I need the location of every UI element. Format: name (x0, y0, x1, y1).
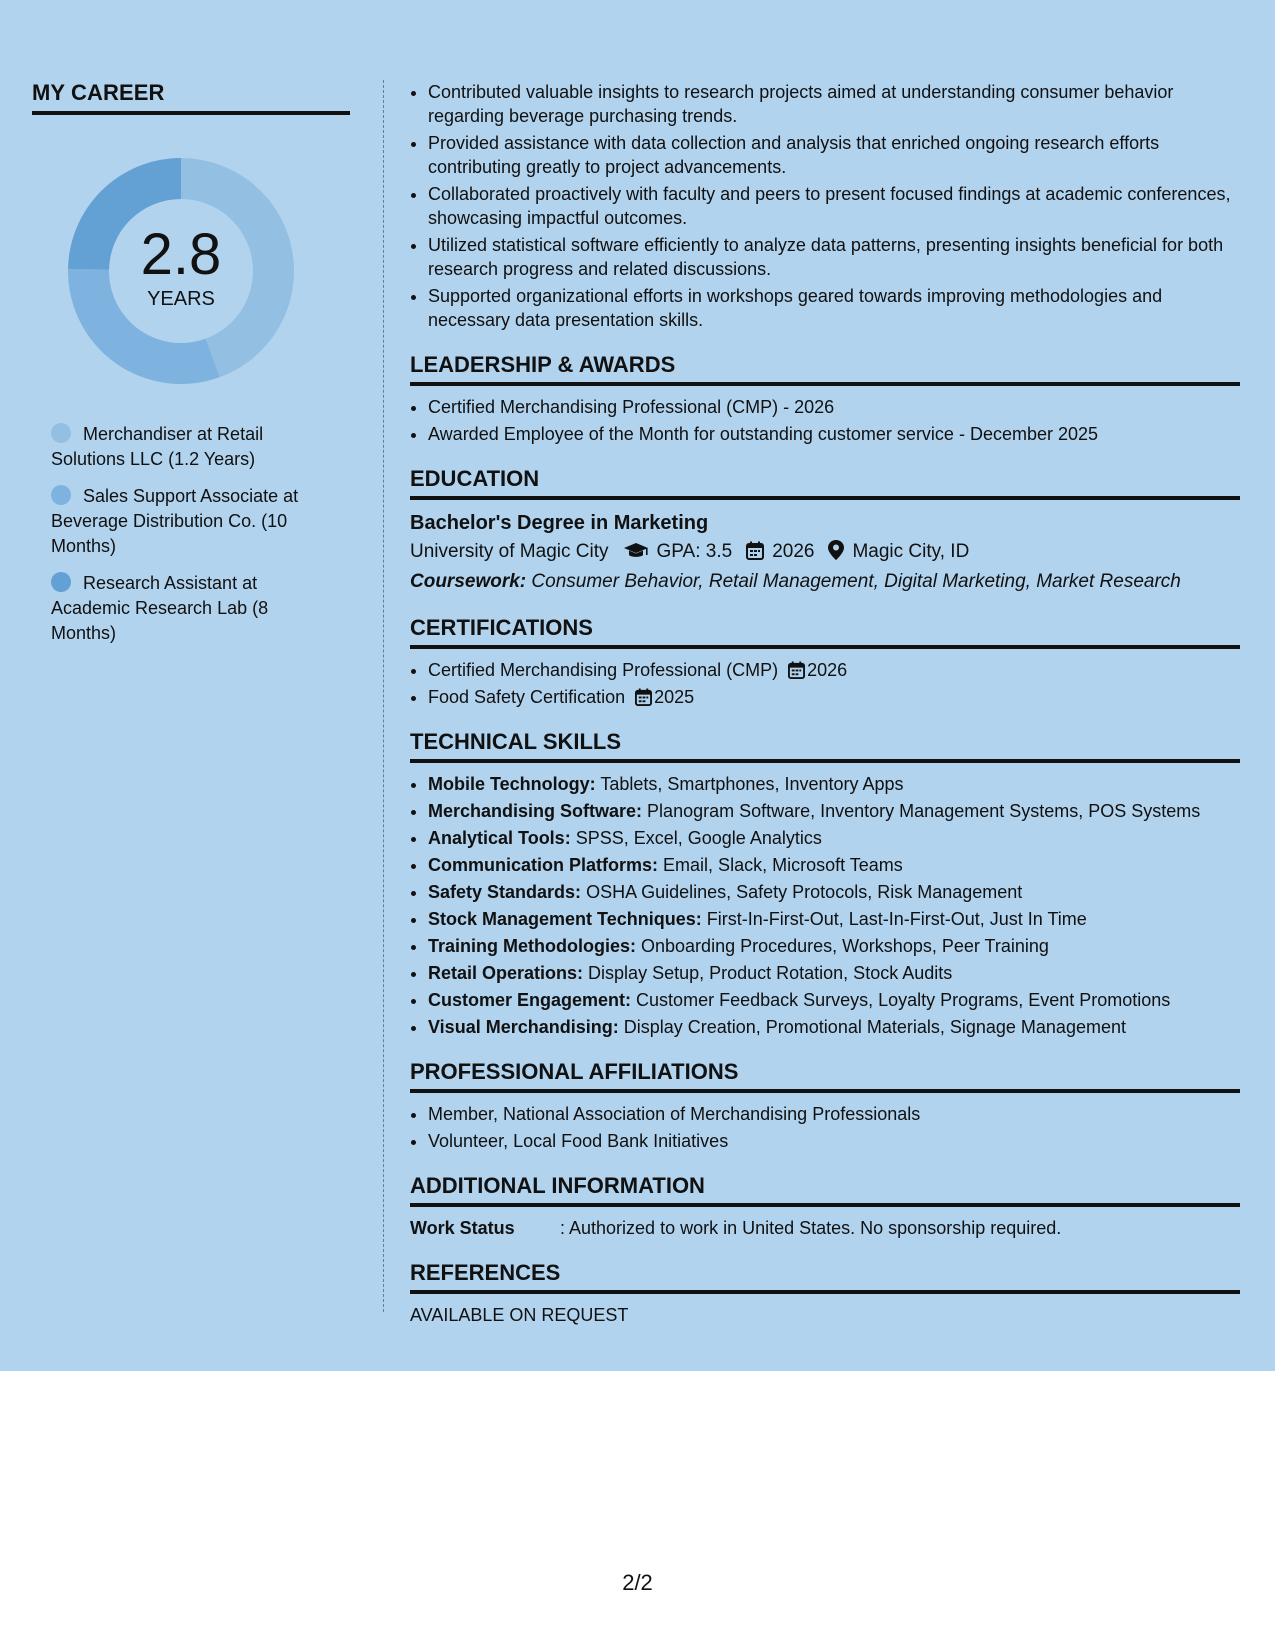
skill-value: Planogram Software, Inventory Management Systems, POS Systems (647, 801, 1201, 821)
calendar-icon (635, 688, 652, 706)
skill-value: SPSS, Excel, Google Analytics (575, 828, 822, 848)
education-gpa: GPA: 3.5 (656, 541, 733, 562)
skill-label: Customer Engagement: (428, 990, 632, 1010)
legend-item (51, 484, 319, 559)
skill-item (428, 1015, 1240, 1039)
certification-item (428, 658, 1240, 682)
skill-value: Onboarding Procedures, Workshops, Peer Training (641, 936, 1049, 956)
career-years-unit: YEARS (147, 288, 215, 310)
legend-label: Merchandiser at Retail Solutions LLC (1.2 Years) (51, 424, 264, 469)
experience-bullet: • Utilized statistical software efficiently to analyze data patterns, presenting insights beneficial for both research progress and related discussions. (428, 233, 1240, 281)
skill-item (428, 907, 1240, 931)
work-status-row (410, 1216, 1240, 1240)
legend-dot-1 (51, 485, 71, 505)
career-donut-chart (66, 156, 296, 386)
certification-item (428, 685, 1240, 709)
legend-label: Sales Support Associate at Beverage Distribution Co. (10 Months) (51, 486, 299, 556)
skill-item (428, 799, 1240, 823)
education-year: 2026 (772, 541, 815, 562)
career-legend (51, 422, 319, 646)
certification-year: 2025 (654, 687, 695, 707)
legend-dot-2 (51, 572, 71, 592)
skill-label: Training Methodologies: (428, 936, 636, 956)
work-status-label: Work Status (410, 1218, 515, 1238)
skill-label: Communication Platforms: (428, 855, 659, 875)
references-text: AVAILABLE ON REQUEST (410, 1305, 629, 1325)
education-title: EDUCATION (410, 466, 1240, 500)
skill-label: Merchandising Software: (428, 801, 643, 821)
skill-item (428, 988, 1240, 1012)
career-total-years: 2.8 (140, 222, 222, 287)
legend-label: Research Assistant at Academic Research Lab (8 Months) (51, 573, 269, 643)
certifications-title: CERTIFICATIONS (410, 615, 1240, 649)
leadership-list (410, 395, 1240, 446)
legend-item (51, 422, 319, 472)
skill-value: Display Creation, Promotional Materials, Signage Management (623, 1017, 1126, 1037)
affiliation-item: • Volunteer, Local Food Bank Initiatives (428, 1129, 1240, 1153)
skills-list (410, 772, 1240, 1039)
skill-item (428, 853, 1240, 877)
column-divider (383, 80, 384, 1312)
skills-title: TECHNICAL SKILLS (410, 729, 1240, 763)
skill-value: Tablets, Smartphones, Inventory Apps (600, 774, 904, 794)
skill-item (428, 826, 1240, 850)
references-title: REFERENCES (410, 1260, 1240, 1294)
skill-label: Stock Management Techniques: (428, 909, 702, 929)
main-content (410, 80, 1240, 1327)
work-status-value: : Authorized to work in United States. No sponsorship required. (560, 1218, 1062, 1238)
calendar-icon (746, 541, 764, 560)
affiliations-list (410, 1102, 1240, 1153)
education-school: University of Magic City (410, 541, 609, 562)
experience-bullet: • Provided assistance with data collection and analysis that enriched ongoing research efforts contributing greatly to project advancements. (428, 131, 1240, 179)
certification-year: 2026 (807, 660, 848, 680)
skill-item (428, 880, 1240, 904)
experience-bullets (410, 80, 1240, 332)
career-sidebar (32, 80, 352, 658)
leadership-item: • Certified Merchandising Professional (CMP) - 2026 (428, 395, 1240, 419)
education-location: Magic City, ID (852, 541, 970, 562)
skill-value: Display Setup, Product Rotation, Stock Audits (588, 963, 953, 983)
coursework-list: Consumer Behavior, Retail Management, Digital Marketing, Market Research (531, 571, 1181, 592)
legend-dot-0 (51, 423, 71, 443)
additional-info-title: ADDITIONAL INFORMATION (410, 1173, 1240, 1207)
skill-item (428, 934, 1240, 958)
education-degree: Bachelor's Degree in Marketing (410, 512, 709, 534)
education-coursework (410, 567, 1240, 597)
certification-name: Certified Merchandising Professional (CMP) (428, 660, 779, 680)
skill-label: Analytical Tools: (428, 828, 571, 848)
skill-value: First-In-First-Out, Last-In-First-Out, Just In Time (706, 909, 1087, 929)
skill-item (428, 772, 1240, 796)
skill-value: OSHA Guidelines, Safety Protocols, Risk Management (586, 882, 1023, 902)
skill-label: Retail Operations: (428, 963, 584, 983)
skill-item (428, 961, 1240, 985)
skill-label: Safety Standards: (428, 882, 582, 902)
skill-label: Visual Merchandising: (428, 1017, 619, 1037)
certifications-list (410, 658, 1240, 709)
experience-bullet: • Collaborated proactively with faculty and peers to present focused findings at academic conferences, showcasing impactful outcomes. (428, 182, 1240, 230)
calendar-icon (788, 661, 805, 679)
skill-label: Mobile Technology: (428, 774, 596, 794)
career-title: MY CAREER (32, 80, 350, 115)
certification-name: Food Safety Certification (428, 687, 626, 707)
experience-bullet: • Contributed valuable insights to research projects aimed at understanding consumer behavior regarding beverage purchasing trends. (428, 80, 1240, 128)
skill-value: Email, Slack, Microsoft Teams (663, 855, 903, 875)
leadership-item: • Awarded Employee of the Month for outstanding customer service - December 2025 (428, 422, 1240, 446)
legend-item (51, 571, 319, 646)
experience-bullet: • Supported organizational efforts in workshops geared towards improving methodologies and necessary data presentation skills. (428, 284, 1240, 332)
location-pin-icon (828, 540, 844, 560)
page-number: 2/2 (622, 1570, 653, 1595)
affiliation-item: • Member, National Association of Merchandising Professionals (428, 1102, 1240, 1126)
leadership-title: LEADERSHIP & AWARDS (410, 352, 1240, 386)
affiliations-title: PROFESSIONAL AFFILIATIONS (410, 1059, 1240, 1093)
skill-value: Customer Feedback Surveys, Loyalty Programs, Event Promotions (636, 990, 1171, 1010)
coursework-label: Coursework: (410, 571, 527, 592)
education-details (410, 537, 1240, 567)
graduation-cap-icon (623, 542, 649, 560)
